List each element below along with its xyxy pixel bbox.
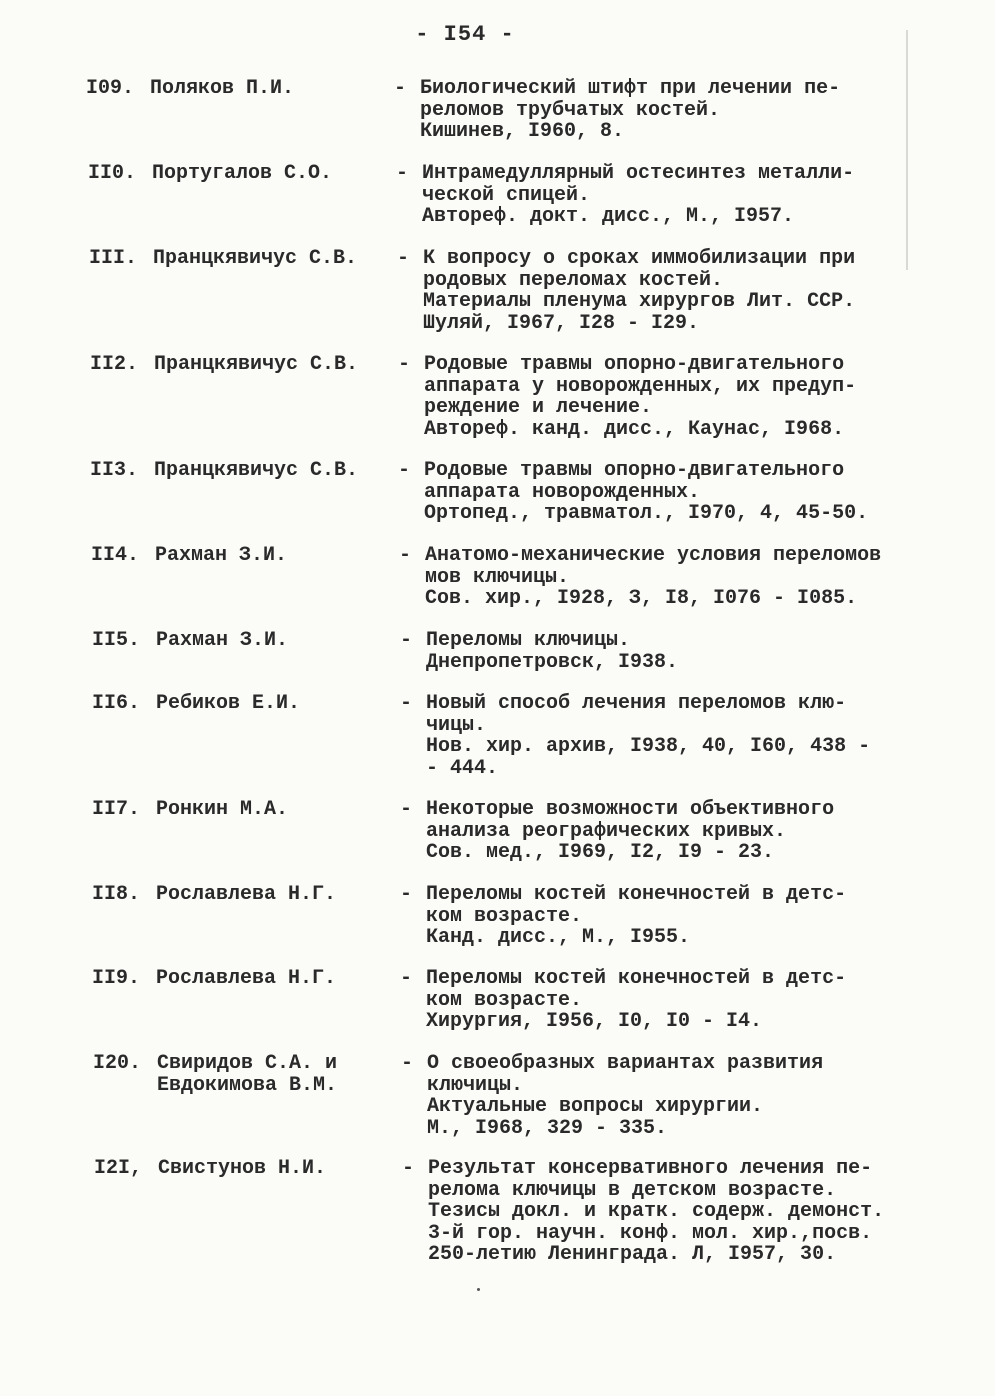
entry-author: Ребиков Е.И. — [156, 692, 301, 715]
entry-dash: - — [401, 1052, 414, 1075]
entry-description-line: ключицы. — [427, 1073, 524, 1097]
entry-author: Поляков П.И. — [150, 77, 295, 100]
entry-author: Португалов С.О. — [152, 162, 333, 185]
entry-description-line: аппарата у новорожденных, их предуп- — [424, 374, 857, 398]
entry-description-line: Материалы пленума хирургов Лит. ССР. — [423, 290, 856, 313]
entry-number: II8. — [92, 883, 141, 906]
entry-description — [423, 248, 923, 334]
entry-description-line: Тезисы докл. и кратк. содерж. демонст. — [428, 1200, 885, 1223]
entry-description-line: реломов трубчатых костей. — [420, 98, 721, 122]
entry-description-line: Днепропетровск, I938. — [426, 650, 679, 674]
entry-number: II0. — [88, 162, 137, 185]
entry-dash: - — [397, 247, 410, 270]
page-number: - I54 - — [415, 22, 515, 47]
entry-number: I2I, — [94, 1157, 143, 1180]
entry-description-line: К вопросу о сроках иммобилизации при — [423, 247, 856, 270]
entry-description-line: Переломы ключицы. — [426, 629, 631, 652]
entry-description — [427, 1053, 927, 1139]
entry-description-line: Анатомо-механические условия переломов — [425, 544, 882, 567]
entry-description — [428, 1158, 928, 1266]
entry-description-line: Автореф. канд. дисс., Каунас, I968. — [424, 417, 845, 441]
entry-number: I09. — [86, 77, 135, 100]
entry-author: Свистунов Н.И. — [158, 1157, 327, 1180]
entry-dash: - — [400, 629, 413, 652]
entry-description-line: Канд. дисс., М., I955. — [426, 926, 691, 949]
entry-author: Рахман З.И. — [156, 629, 289, 652]
entry-description-line: Хирургия, I956, I0, I0 - I4. — [426, 1010, 763, 1033]
entry-description-line: ческой спицей. — [422, 183, 591, 207]
entry-description-line: Некоторые возможности объективного — [426, 798, 835, 821]
entry-dash: - — [398, 459, 411, 482]
entry-description-line: Результат консервативного лечения пе- — [428, 1157, 873, 1180]
entry-description-line: Переломы костей конечностей в детс- — [426, 967, 847, 990]
entry-description-line: чицы. — [426, 713, 487, 737]
entry-description-line: Сов. хир., I928, З, I8, I076 - I085. — [425, 587, 858, 610]
entry-description-line: О своеобразных вариантах развития — [427, 1052, 824, 1075]
entry-description-line: аппарата новорожденных. — [424, 480, 701, 504]
entry-dash: - — [399, 544, 412, 567]
entry-description-line: Шуляй, I967, I28 - I29. — [423, 311, 700, 335]
entry-number: I20. — [93, 1052, 142, 1075]
entry-description — [425, 545, 925, 610]
entry-description-line: - 444. — [426, 756, 499, 780]
entry-description-line: Актуальные вопросы хирургии. — [427, 1095, 764, 1118]
entry-description — [426, 693, 926, 779]
entry-description — [420, 78, 920, 143]
entry-author: Рославлева Н.Г. — [156, 967, 337, 990]
entry-author: Свиридов С.А. и Евдокимова В.М. — [157, 1052, 338, 1097]
entry-description-line: Ортопед., травматол., I970, 4, 45-50. — [424, 502, 869, 525]
entry-description — [426, 630, 926, 673]
entry-description — [426, 968, 926, 1033]
entry-description-line: 250-летию Ленинграда. Л, I957, 30. — [428, 1243, 837, 1266]
entry-author: Рахман З.И. — [155, 544, 288, 567]
entry-description — [424, 460, 924, 525]
entry-dash: - — [394, 77, 407, 100]
entry-dash: - — [400, 798, 413, 821]
entry-number: II3. — [90, 459, 139, 482]
entry-author: Пранцкявичус С.В. — [153, 247, 358, 270]
entry-description-line: ком возрасте. — [426, 988, 583, 1012]
entry-dash: - — [400, 692, 413, 715]
entry-description-line: анализа реографических кривых. — [426, 819, 787, 843]
entry-number: II4. — [91, 544, 140, 567]
entry-description — [426, 799, 926, 864]
entry-description-line: Автореф. докт. дисс., М., I957. — [422, 205, 795, 228]
entry-description-line: релома ключицы в детском возрасте. — [428, 1178, 837, 1202]
scan-edge-mark — [906, 30, 908, 270]
entry-description-line: ком возрасте. — [426, 904, 583, 928]
entry-number: II2. — [90, 353, 139, 376]
entry-author: Пранцкявичус С.В. — [154, 353, 359, 376]
entry-description-line: Родовые травмы опорно-двигательного — [424, 353, 845, 376]
entry-description — [422, 163, 922, 228]
entry-number: II6. — [92, 692, 141, 715]
scan-speck — [477, 1288, 480, 1291]
entry-dash: - — [400, 967, 413, 990]
entry-description — [424, 354, 924, 440]
entry-description-line: Родовые травмы опорно-двигательного — [424, 459, 845, 482]
entry-description-line: Новый способ лечения переломов клю- — [426, 692, 847, 715]
entry-description-line: М., I968, 329 - 335. — [427, 1116, 668, 1140]
entry-dash: - — [396, 162, 409, 185]
entry-number: II7. — [92, 798, 141, 821]
entry-description-line: реждение и лечение. — [424, 396, 653, 419]
entry-number: II5. — [92, 629, 141, 652]
entry-dash: - — [398, 353, 411, 376]
entry-description-line: 3-й гор. научн. конф. мол. хир.,посв. — [428, 1221, 873, 1245]
entry-author: Пранцкявичус С.В. — [154, 459, 359, 482]
entry-description-line: Переломы костей конечностей в детс- — [426, 883, 847, 906]
entry-dash: - — [402, 1157, 415, 1180]
entry-description-line: Интрамедуллярный остесинтез металли- — [422, 162, 855, 185]
entry-dash: - — [400, 883, 413, 906]
entry-description-line: Сов. мед., I969, I2, I9 - 23. — [426, 841, 775, 864]
entry-description-line: родовых переломах костей. — [423, 268, 724, 292]
entry-description — [426, 884, 926, 949]
entry-description-line: Биологический штифт при лечении пе- — [420, 77, 841, 100]
entry-number: II9. — [92, 967, 141, 990]
entry-description-line: Кишинев, I960, 8. — [420, 120, 625, 143]
entry-author: Рославлева Н.Г. — [156, 883, 337, 906]
entry-description-line: Нов. хир. архив, I938, 40, I60, 438 - — [426, 735, 871, 758]
entry-number: III. — [89, 247, 138, 270]
entry-author: Ронкин М.А. — [156, 798, 289, 821]
entry-description-line: мов ключицы. — [425, 565, 570, 589]
